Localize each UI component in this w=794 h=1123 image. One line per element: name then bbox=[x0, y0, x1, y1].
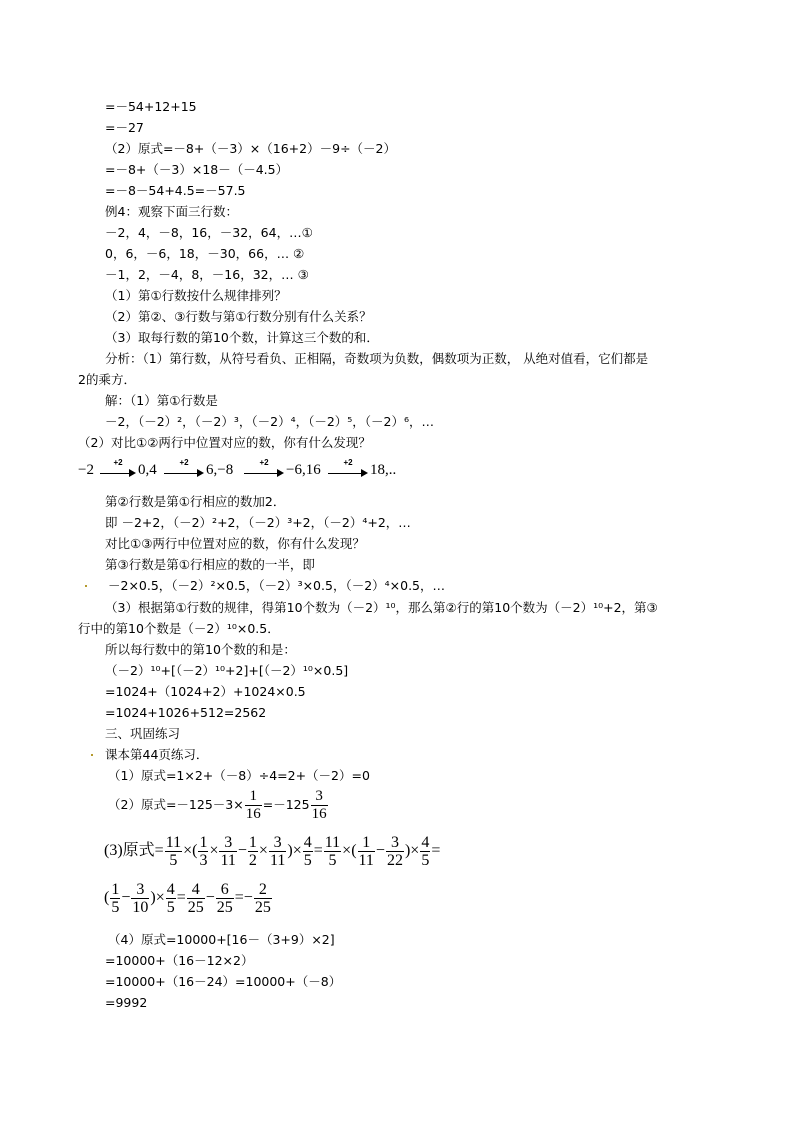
line-23: （3）根据第①行数的规律，得第10个数为（－2）¹⁰，那么第②行的第10个数为（－2）¹⁰+2，第③ bbox=[105, 600, 658, 615]
question-3: （3）取每行数的第10个数，计算这三个数的和． bbox=[105, 330, 379, 345]
arrow-term-3: 6,−8 bbox=[206, 462, 234, 478]
line-4: =－8+（－3）×18－（－4.5） bbox=[105, 162, 289, 177]
line-30: 课本第44页练习． bbox=[105, 747, 209, 762]
right-arrow-icon bbox=[244, 458, 284, 478]
arrow-label: +2 bbox=[113, 458, 123, 467]
section-heading: 三、巩固练习 bbox=[105, 726, 181, 741]
fraction: $\frac{1}{2}$ bbox=[248, 834, 257, 869]
fraction: $\frac{4}{5}$ bbox=[166, 881, 175, 916]
line-35: =9992 bbox=[105, 995, 148, 1010]
fraction: $\frac{1}{3}$ bbox=[199, 834, 208, 869]
fraction: $\frac{1}{5}$ bbox=[111, 881, 120, 916]
fraction: $\frac{3}{16}$ bbox=[311, 788, 327, 822]
question-2: （2）第②、③行数与第①行数分别有什么关系？ bbox=[105, 309, 372, 324]
line-5: =－8－54+4.5=－57.5 bbox=[105, 183, 246, 198]
arrow-term-2: 0,4 bbox=[138, 462, 157, 478]
example-heading: 例4：观察下面三行数： bbox=[105, 204, 238, 219]
stray-mark bbox=[85, 585, 87, 587]
fraction: $\frac{3}{10}$ bbox=[132, 881, 149, 916]
analysis-cont: 2的乘方． bbox=[78, 372, 136, 387]
line-3: （2）原式=－8+（－3）×（16+2）－9÷（－2） bbox=[105, 141, 396, 156]
fraction: $\frac{1}{11}$ bbox=[358, 834, 374, 869]
arrow-term-5: 18,.. bbox=[370, 462, 397, 478]
fraction: $\frac{11}{5}$ bbox=[165, 834, 182, 869]
exercise-1: （1）原式=1×2+（－8）÷4=2+（－2）=0 bbox=[108, 768, 370, 783]
line-25: 所以每行数中的第10个数的和是： bbox=[105, 642, 296, 657]
ex2-mid: =－125 bbox=[262, 797, 310, 812]
line-27: =1024+（1024+2）+1024×0.5 bbox=[105, 684, 306, 699]
arrow-label: +2 bbox=[343, 458, 353, 467]
line-34: =10000+（16－24）=10000+（－8） bbox=[105, 974, 342, 989]
solution-1: 解：（1）第①行数是 bbox=[105, 393, 218, 408]
arrow-label: +2 bbox=[179, 458, 189, 467]
right-arrow-icon bbox=[328, 458, 368, 478]
row-3-sequence: －1，2，－4，8，－16，32，… ③ bbox=[105, 267, 309, 282]
line-1: =－54+12+15 bbox=[105, 99, 197, 114]
right-arrow-icon bbox=[164, 458, 204, 478]
row-1-sequence: －2，4，－8，16，－32，64，…① bbox=[105, 225, 313, 240]
fraction: $\frac{6}{25}$ bbox=[216, 881, 233, 916]
fraction: $\frac{2}{25}$ bbox=[254, 881, 271, 916]
line-26: （－2）¹⁰+[（－2）¹⁰+2]+[（－2）¹⁰×0.5] bbox=[105, 663, 349, 678]
fraction: $\frac{4}{5}$ bbox=[303, 834, 312, 869]
arrow-term-4: −6,16 bbox=[286, 462, 321, 478]
line-24: 行中的第10个数是（－2）¹⁰×0.5． bbox=[78, 621, 280, 636]
fraction: $\frac{4}{25}$ bbox=[187, 881, 204, 916]
question-1: （1）第①行数按什么规律排列？ bbox=[105, 288, 287, 303]
line-28: =1024+1026+512=2562 bbox=[105, 705, 267, 720]
exercise-4: （4）原式=10000+[16－（3+9）×2] bbox=[108, 932, 335, 947]
line-22: －2×0.5，（－2）²×0.5，（－2）³×0.5，（－2）⁴×0.5，… bbox=[108, 578, 446, 593]
exercise-3-line-1: (3)原式= $\frac{11}{5}$ ×( $\frac{1}{3}$ × $\frac{3}{11}$ − $\frac{1}{2}$ × $\frac{3}{11}$ )× $\frac{4}{5}$ = $\frac{11}{5}$ ×( $\frac{1}{11}$ − $\frac{3}{22}$ )× $\frac{4}{5}$ = bbox=[104, 834, 441, 869]
fraction: $\frac{4}{5}$ bbox=[421, 834, 430, 869]
fraction: $\frac{11}{5}$ bbox=[324, 834, 341, 869]
analysis-line: 分析：（1）第行数，从符号看负、正相隔，奇数项为负数，偶数项为正数， 从绝对值看，它们都是 bbox=[105, 351, 649, 366]
arrow-term-1: −2 bbox=[78, 462, 94, 478]
arrow-label: +2 bbox=[259, 458, 269, 467]
line-2: =－27 bbox=[105, 120, 144, 135]
fraction: $\frac{3}{11}$ bbox=[269, 834, 286, 869]
right-arrow-icon bbox=[100, 458, 136, 478]
exercise-2 bbox=[108, 788, 329, 823]
fraction: $\frac{3}{11}$ bbox=[220, 834, 236, 869]
line-20: 对比①③两行中位置对应的数，你有什么发现？ bbox=[105, 536, 365, 551]
line-19: 即 －2+2，（－2）²+2，（－2）³+2，（－2）⁴+2，… bbox=[105, 515, 411, 530]
line-33: =10000+（16－12×2） bbox=[105, 953, 254, 968]
stray-mark bbox=[91, 754, 93, 756]
fraction: $\frac{3}{22}$ bbox=[386, 834, 403, 869]
solution-2: （2）对比①②两行中位置对应的数，你有什么发现？ bbox=[78, 435, 371, 450]
line-21: 第③行数是第①行相应的数的一半，即 bbox=[105, 557, 315, 572]
row-2-sequence: 0，6，－6，18，－30，66，… ② bbox=[105, 246, 305, 261]
exercise-3-line-2: ( $\frac{1}{5}$ − $\frac{3}{10}$ )× $\frac{4}{5}$ = $\frac{4}{25}$ − $\frac{6}{25}$ =− $\frac{2}{25}$ bbox=[104, 881, 271, 916]
powers-line: －2，（－2）²，（－2）³，（－2）⁴，（－2）⁵，（－2）⁶，… bbox=[105, 414, 435, 429]
line-18: 第②行数是第①行相应的数加2． bbox=[105, 494, 286, 509]
fraction: $\frac{1}{16}$ bbox=[245, 788, 261, 822]
ex2-prefix: （2）原式=－125－3× bbox=[108, 797, 244, 812]
